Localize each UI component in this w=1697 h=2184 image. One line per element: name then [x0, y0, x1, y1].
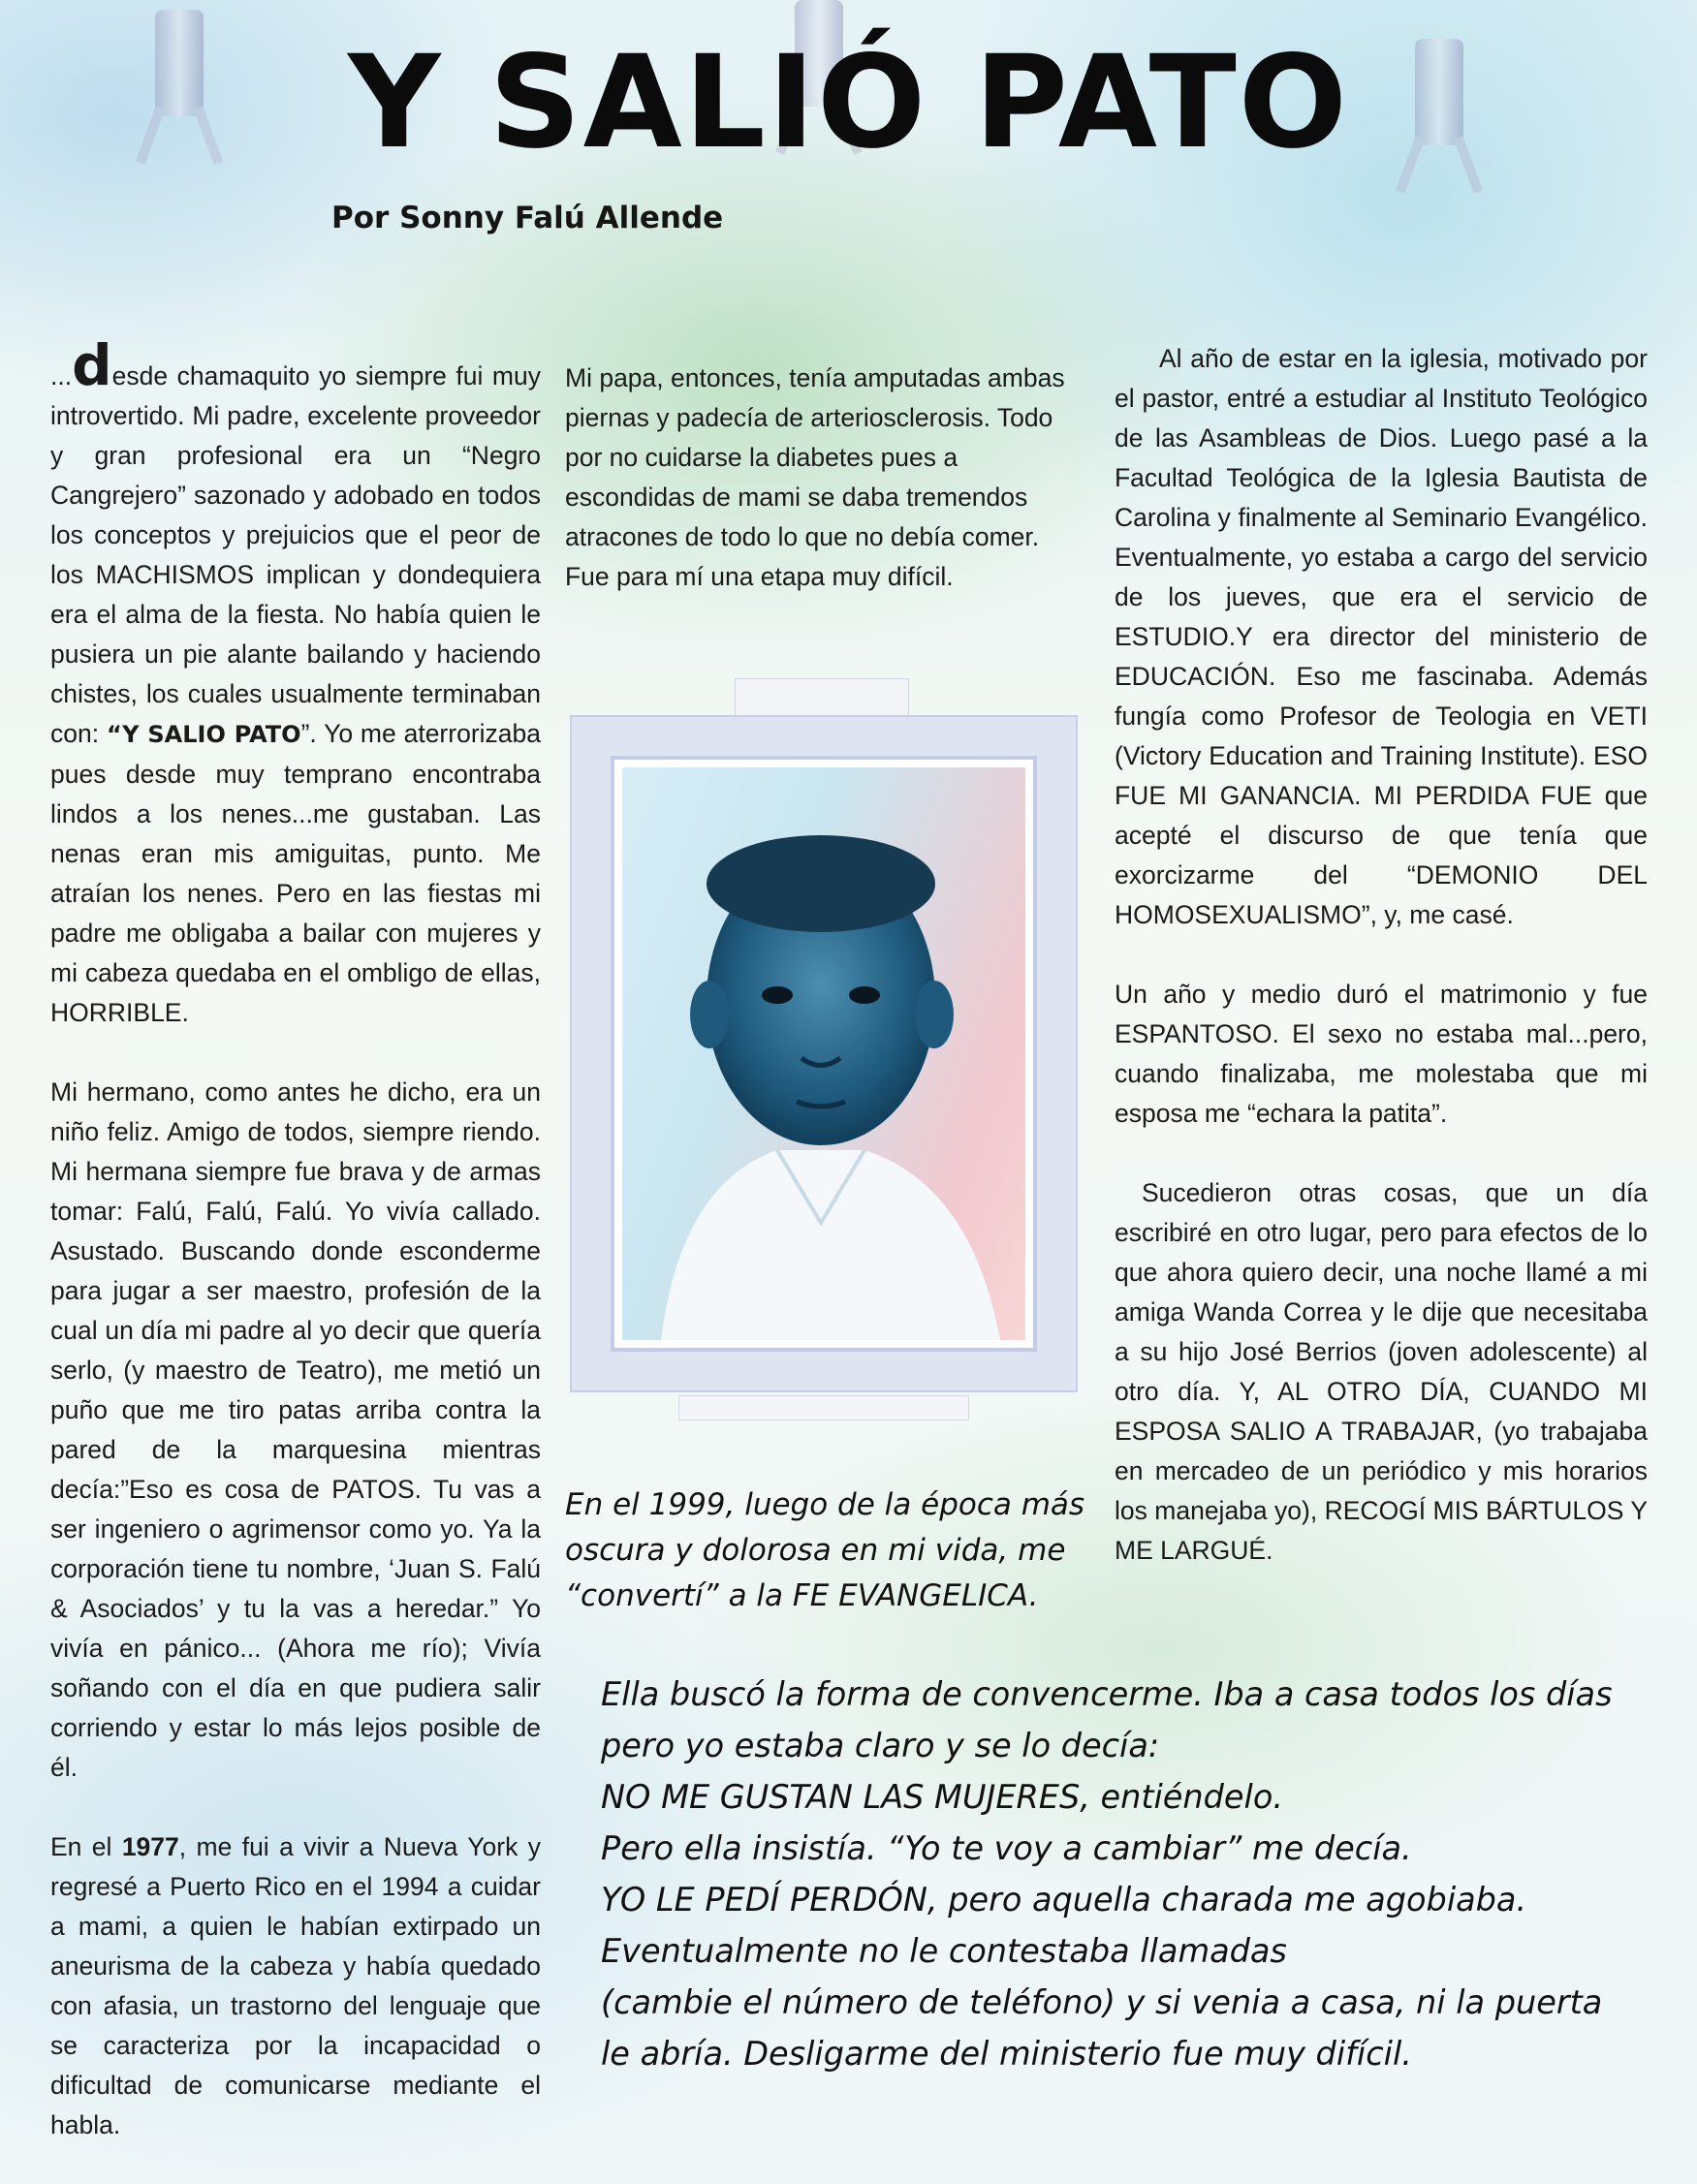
- quote-line: NO ME GUSTAN LAS MUJERES, entiéndelo.: [601, 1778, 1283, 1816]
- article-column-3: [1115, 339, 1648, 1571]
- drop-cap: d: [72, 332, 112, 398]
- easel-top: [735, 678, 909, 717]
- child-portrait-photo: [622, 767, 1025, 1340]
- article-title: Y SALIÓ PATO: [348, 28, 1349, 177]
- picture-frame: [572, 717, 1076, 1390]
- paragraph: Mi hermano, como antes he dicho, era un niño feliz. Amigo de todos, siempre riendo. Mi hermana siempre fue brava y de armas tomar: Falú, Falú, Falú. Yo vivía callado. Asustado. Buscando donde esconderme para jugar a ser maestro, profesión de la cual un día mi padre al yo decir que quería serlo, (y maestro de Teatro), me metió un puño que me tiro patas arriba contra la pared de la marquesina mientras decía:”Eso es cosa de PATOS. Tu vas a ser ingeniero o agrimensor como yo. Ya la corporación tiene tu nombre, ‘Juan S. Falú & Asociados’ y tu la vas a heredar.” Yo vivía en pánico... (Ahora me río); Vivía soñando con el día en que pudiera salir corriendo y estar lo más lejos posible de él.: [50, 1077, 541, 1782]
- pull-quote: [601, 1669, 1628, 2079]
- paragraph: Un año y medio duró el matrimonio y fue ESPANTOSO. El sexo no estaba mal...pero, cuando finalizaba, me molestaba que mi esposa me “echara la patita”.: [1115, 980, 1648, 1128]
- article-column-2: [565, 359, 1088, 597]
- quote-line: Pero ella insistía. “Yo te voy a cambiar” me decía.: [601, 1829, 1412, 1867]
- quote-line: Ella buscó la forma de convencerme. Iba a casa todos los días: [601, 1675, 1613, 1713]
- paragraph: ...desde chamaquito yo siempre fui muy introvertido. Mi padre, excelente proveedor y gran profesional era un “Negro Cangrejero” sazonado y adobado en todos los conceptos y prejuicios que el peor de los MACHISMOS implican y dondequiera era el alma de la fiesta. No había quien le pusiera un pie alante bailando y haciendo chistes, los cuales usualmente terminaban con: “Y SALIO PATO”. Yo me aterrorizaba pues desde muy temprano encontraba lindos a los nenes...me gustaban. Las nenas eran mis amiguitas, punto. Me atraían los nenes. Pero en las fiestas mi padre me obligaba a bailar con mujeres y mi cabeza quedaba en el ombligo de ellas, HORRIBLE.: [50, 332, 541, 1027]
- quote-line: (cambie el número de teléfono) y si venia a casa, ni la puerta: [601, 1983, 1603, 2021]
- quote-line: YO LE PEDÍ PERDÓN, pero aquella charada me agobiaba.: [601, 1881, 1527, 1919]
- paragraph: Sucedieron otras cosas, que un día escribiré en otro lugar, pero para efectos de lo que ahora quiero decir, una noche llamé a mi amiga Wanda Correa y le dije que necesitaba a su hijo José Berrios (joven adolescente) al otro día. Y, AL OTRO DÍA, CUANDO MI ESPOSA SALIO A TRABAJAR, (yo trabajaba en mercadeo de un periódico y mis horarios los manejaba yo), RECOGÍ MIS BÁRTULOS Y ME LARGUÉ.: [1115, 1178, 1648, 1565]
- easel-shelf: [678, 1395, 969, 1420]
- article-byline: Por Sonny Falú Allende: [331, 201, 724, 235]
- quote-line: Eventualmente no le contestaba llamadas: [601, 1932, 1287, 1970]
- photo-caption: En el 1999, luego de la época más oscura y dolorosa en mi vida, me “convertí” a la FE EVANGELICA.: [565, 1487, 1085, 1613]
- paragraph: Al año de estar en la iglesia, motivado por el pastor, entré a estudiar al Instituto Teológico de las Asambleas de Dios. Luego pasé a la Facultad Teológica de la Iglesia Bautista de Carolina y finalmente al Seminario Evangélico. Eventualmente, yo estaba a cargo del servicio de los jueves, que era el servicio de ESTUDIO.Y era director del ministerio de EDUCACIÓN. Eso me fascinaba. Además fungía como Profesor de Teologia en VETI (Victory Education and Training Institute). ESO FUE MI GANANCIA. MI PERDIDA FUE que acepté el discurso de que tenía que exorcizarme del “DEMONIO DEL HOMOSEXUALISMO”, y, me casé.: [1115, 344, 1648, 929]
- quote-line: pero yo estaba claro y se lo decía:: [601, 1727, 1160, 1764]
- quote-line: le abría. Desligarme del ministerio fue muy difícil.: [601, 2035, 1412, 2073]
- article-column-1: [50, 332, 541, 2145]
- paragraph: En el 1977, me fui a vivir a Nueva York y regresé a Puerto Rico en el 1994 a cuidar a mami, a quien le habían extirpado un aneurisma de la cabeza y había quedado con afasia, un trastorno del lenguaje que se caracteriza por la incapacidad o dificultad de comunicarse mediante el habla.: [50, 1832, 541, 2139]
- paragraph: Mi papa, entonces, tenía amputadas ambas piernas y padecía de arteriosclerosis. Todo por no cuidarse la diabetes pues a escondidas de mami se daba tremendos atracones de todo lo que no debía comer. Fue para mí una etapa muy difícil.: [565, 363, 1065, 591]
- portrait-easel: [572, 678, 1076, 1444]
